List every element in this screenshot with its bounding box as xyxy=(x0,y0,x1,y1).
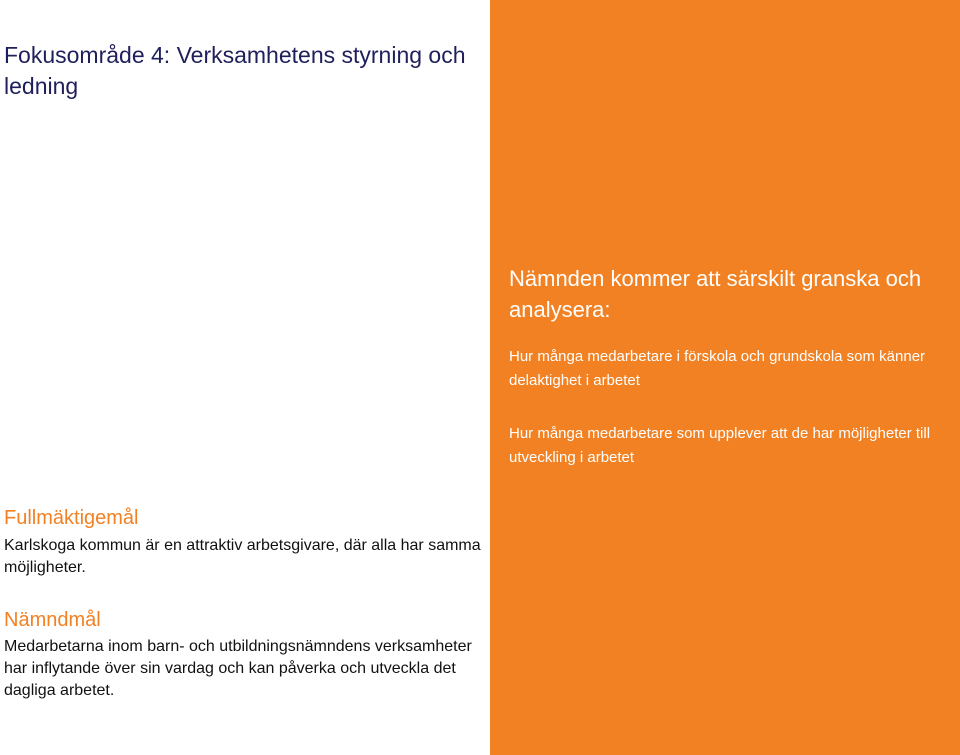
orange-side-panel xyxy=(490,0,960,755)
fullmaktigemal-text: Karlskoga kommun är en attraktiv arbetsgivare, där alla har samma möjligheter. xyxy=(4,537,481,576)
fullmaktigemal-heading: Fullmäktigemål xyxy=(4,507,139,529)
namndmal-heading: Nämndmål xyxy=(4,609,101,631)
page-title: Fokusområde 4: Verksamhetens styrning och ledning xyxy=(4,42,466,99)
panel-heading: Nämnden kommer att särskilt granska och analysera: xyxy=(509,266,922,322)
panel-item-utveckling: Hur många medarbetare som upplever att de har möjligheter till utveckling i arbetet xyxy=(509,425,931,466)
panel-item-delaktighet: Hur många medarbetare i förskola och grundskola som känner delaktighet i arbetet xyxy=(509,348,926,389)
namndmal-text: Medarbetarna inom barn- och utbildningsnämndens verksamheter har inflytande över sin vardag och kan påverka och utveckla det dagliga arbetet. xyxy=(4,638,472,699)
